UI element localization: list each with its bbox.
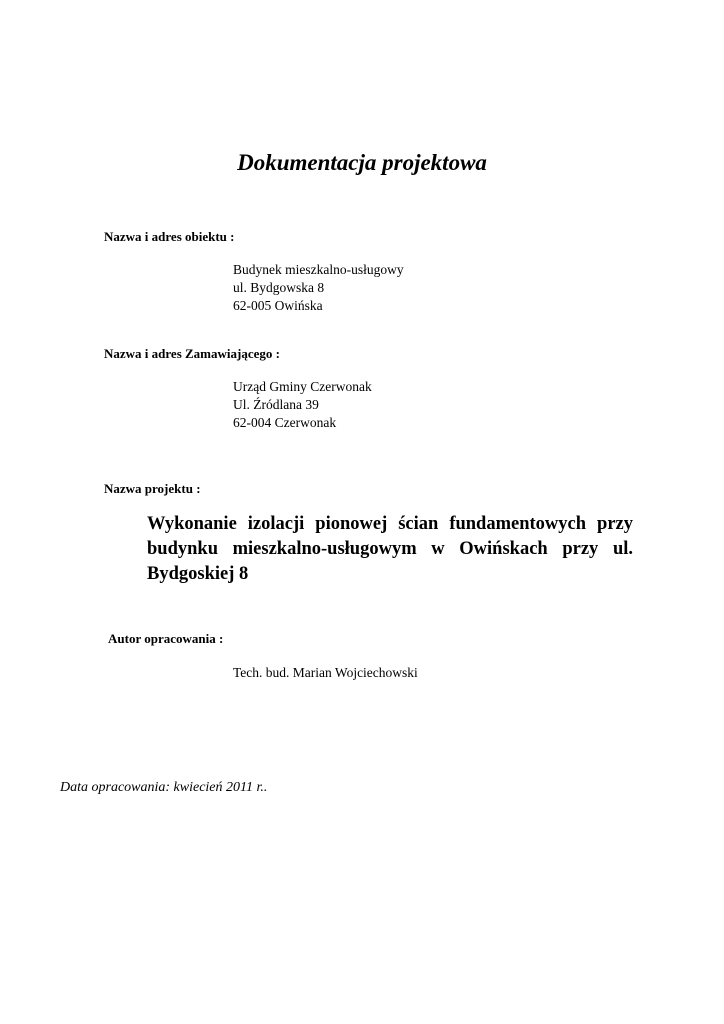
document-title: Dokumentacja projektowa [237, 150, 487, 175]
project-name: Wykonanie izolacji pionowej ścian fundamentowych przy budynku mieszkalno-usługowym w Owińskach przy ul. Bydgoskiej 8 [147, 514, 633, 584]
author-label: Autor opracowania : [108, 631, 224, 646]
client-street: Ul. Źródlana 39 [233, 397, 319, 412]
client-label: Nazwa i adres Zamawiającego : [104, 346, 280, 361]
client-name: Urząd Gminy Czerwonak [233, 379, 372, 394]
client-city: 62-004 Czerwonak [233, 415, 337, 430]
object-name: Budynek mieszkalno-usługowy [233, 262, 404, 277]
object-address [233, 261, 404, 315]
project-label: Nazwa projektu : [104, 481, 201, 496]
date-line: Data opracowania: kwiecień 2011 r.. [60, 780, 268, 795]
object-city: 62-005 Owińska [233, 298, 323, 313]
object-label: Nazwa i adres obiektu : [104, 229, 235, 244]
client-address [233, 378, 372, 432]
author-name: Tech. bud. Marian Wojciechowski [233, 665, 418, 680]
object-street: ul. Bydgowska 8 [233, 280, 325, 295]
